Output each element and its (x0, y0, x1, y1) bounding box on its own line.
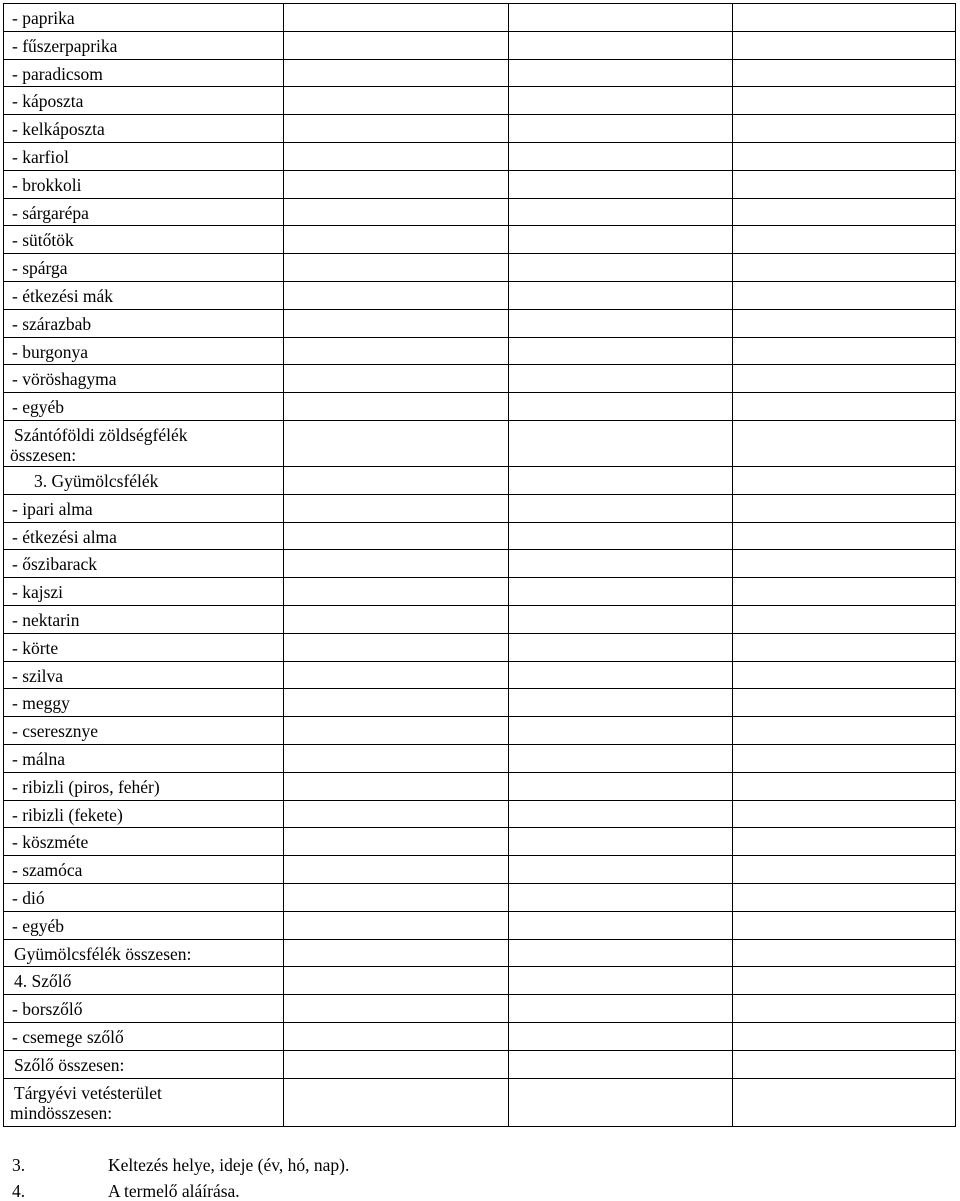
row-divider (3, 494, 956, 495)
table-row-label: 4. Szőlő (14, 971, 72, 992)
row-divider (3, 309, 956, 310)
row-divider (3, 225, 956, 226)
footer-item-4-text: A termelő aláírása. (108, 1181, 240, 1201)
column-divider-3 (732, 3, 733, 1127)
table-row-label: - borszőlő (12, 999, 83, 1020)
row-divider (3, 577, 956, 578)
row-divider (3, 633, 956, 634)
footer-item-4-number: 4. (12, 1181, 26, 1201)
row-divider (3, 253, 956, 254)
row-divider (3, 31, 956, 32)
row-divider (3, 716, 956, 717)
table-row-label: - dió (12, 888, 45, 908)
table-row-label: - sárgarépa (12, 202, 89, 223)
row-divider (3, 549, 956, 550)
table-row-label: - köszméte (12, 832, 89, 853)
table-row-label: - málna (12, 749, 65, 769)
row-divider (3, 281, 956, 282)
table-row-label: - brokkoli (12, 174, 82, 195)
row-divider (3, 661, 956, 662)
table-row-label: - étkezési alma (12, 526, 117, 547)
row-divider (3, 772, 956, 773)
table-row-label: - meggy (12, 693, 70, 714)
row-divider (3, 466, 956, 467)
table-row-label: - egyéb (12, 915, 64, 936)
table-row-label: - ipari alma (12, 498, 93, 519)
footer-item-3-text: Keltezés helye, ideje (év, hó, nap). (108, 1155, 350, 1175)
row-divider (3, 59, 956, 60)
table-row-label: - sütőtök (12, 230, 74, 251)
row-divider (3, 392, 956, 393)
table-row-label: - kelkáposzta (12, 119, 105, 140)
table-row-label: - spárga (12, 258, 68, 279)
row-divider (3, 688, 956, 689)
table-row-label: 3. Gyümölcsfélék (34, 471, 159, 491)
table-row-label: Szántóföldi zöldségfélék (14, 425, 188, 445)
row-divider (3, 337, 956, 338)
table-row-label: - nektarin (12, 610, 80, 630)
table-row-label: - őszibarack (12, 554, 98, 575)
column-divider-1 (283, 3, 284, 1127)
row-divider (3, 800, 956, 801)
table-row-label: - szamóca (12, 860, 83, 881)
table-row-label: - káposzta (12, 91, 84, 112)
table-row-label: Gyümölcsfélék összesen: (14, 943, 192, 964)
row-divider (3, 86, 956, 87)
footer-item-3-number: 3. (12, 1155, 26, 1175)
table-row-label: - paradicsom (12, 63, 103, 84)
table-row-label: - étkezési mák (12, 286, 114, 306)
row-divider (3, 364, 956, 365)
row-divider (3, 1022, 956, 1023)
table-row-label: - szárazbab (12, 313, 92, 334)
table-row-label-continued: mindösszesen: (10, 1102, 113, 1123)
row-divider (3, 939, 956, 940)
row-divider (3, 744, 956, 745)
row-divider (3, 170, 956, 171)
table-row-label: Szőlő összesen: (14, 1054, 125, 1075)
row-divider (3, 966, 956, 967)
column-divider-2 (508, 3, 509, 1127)
table-row-label: - csemege szőlő (12, 1027, 124, 1047)
row-divider (3, 1078, 956, 1079)
row-divider (3, 420, 956, 421)
table-row-label: - szilva (12, 665, 64, 686)
table-row-label: - kajszi (12, 582, 64, 603)
row-divider (3, 855, 956, 856)
table-row-label: - körte (12, 637, 59, 658)
table-row-label: - cseresznye (12, 721, 98, 742)
row-divider (3, 114, 956, 115)
table-row-label: - burgonya (12, 341, 88, 362)
row-divider (3, 1050, 956, 1051)
row-divider (3, 522, 956, 523)
row-divider (3, 142, 956, 143)
row-divider (3, 827, 956, 828)
table-row-label-continued: összesen: (10, 445, 77, 465)
table-row-label: - ribizli (fekete) (12, 804, 123, 825)
table-row-label: Tárgyévi vetésterület (14, 1082, 162, 1103)
table-row-label: - vöröshagyma (12, 369, 117, 390)
table-row-label: - paprika (12, 8, 75, 28)
row-divider (3, 911, 956, 912)
row-divider (3, 605, 956, 606)
table-row-label: - fűszerpaprika (12, 35, 118, 56)
row-divider (3, 994, 956, 995)
row-divider (3, 198, 956, 199)
table-row-label: - ribizli (piros, fehér) (12, 776, 160, 797)
row-divider (3, 883, 956, 884)
table-row-label: - egyéb (12, 397, 64, 418)
table-row-label: - karfiol (12, 147, 69, 167)
